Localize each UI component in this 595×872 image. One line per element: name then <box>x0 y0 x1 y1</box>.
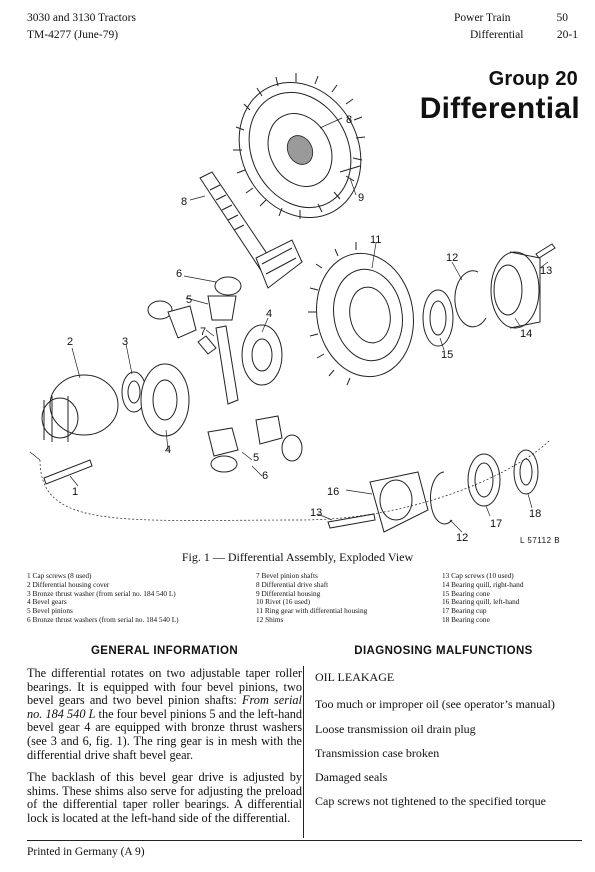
general-information-paragraph-1: The differential rotates on two adjustable taper roller bearings. It is equipped with four bevel pinions, two bevel gears and two bevel pinion shafts: From serial no. 184 540 L the four bevel pinions 5 and the left-hand bevel gear 4 are equipped with bronze thrust washers (see 3 and 6, fig. 1). The ring gear is in mesh with the differential drive shaft bevel gear. <box>27 666 302 762</box>
figure-reference: L 57112 B <box>520 536 561 545</box>
callout-13-bottom: 13 <box>310 507 323 519</box>
diagnosis-category: OIL LEAKAGE <box>315 670 395 684</box>
diagnosis-item: Transmission case broken <box>315 746 440 760</box>
callout-10: 9 <box>358 192 365 204</box>
callout-4-right: 4 <box>266 308 273 320</box>
callout-16: 16 <box>327 486 340 498</box>
thrust-washer-part <box>215 277 241 295</box>
callout-5-bottom: 5 <box>253 452 260 464</box>
legend-item: 2 Differential housing cover <box>27 579 110 589</box>
bevel-pinion-part <box>208 296 236 320</box>
callout-6-top: 6 <box>176 268 183 280</box>
bevel-pinion-part <box>168 306 196 338</box>
bevel-gear-part <box>242 325 282 385</box>
legend-column-3 <box>442 572 523 625</box>
legend-item: 13 Cap screws (10 used) <box>442 571 514 580</box>
legend-item: 9 Differential housing <box>256 588 321 598</box>
column-divider <box>303 666 304 838</box>
cap-screw-part <box>328 514 375 528</box>
legend-item: 16 Bearing quill, left-hand <box>442 597 520 607</box>
legend-item: 4 Bevel gears <box>27 597 67 607</box>
legend-item: 7 Bevel pinion shafts <box>256 571 318 580</box>
thrust-washer-part <box>211 456 237 472</box>
callout-11: 11 <box>370 234 382 246</box>
shim-part <box>431 472 452 524</box>
legend-item: 5 Bevel pinions <box>27 606 73 616</box>
thrust-washer-part <box>282 435 302 461</box>
housing-cover-part <box>42 375 118 442</box>
callout-15: 15 <box>441 349 454 361</box>
legend-item: 12 Shims <box>256 614 284 624</box>
group-label: Group 20 <box>488 68 578 90</box>
legend-item: 3 Bronze thrust washer (from serial no. 184 540 L) <box>27 588 176 598</box>
footer-text: Printed in Germany (A 9) <box>27 846 145 858</box>
bearing-cone-part <box>514 450 538 494</box>
legend-item: 18 Bearing cone <box>442 614 490 624</box>
legend-item: 10 Rivet (16 used) <box>256 597 311 607</box>
callout-12-top: 12 <box>446 252 459 264</box>
callout-5-top: 5 <box>186 294 193 306</box>
diagnosis-item: Damaged seals <box>315 770 388 784</box>
section-number: 50 <box>556 12 568 24</box>
legend-column-2 <box>256 572 367 625</box>
manual-title: 3030 and 3130 Tractors <box>27 12 136 24</box>
callout-2: 2 <box>67 336 74 348</box>
callout-4-left: 4 <box>165 444 172 456</box>
callout-7: 7 <box>200 326 207 338</box>
callout-18: 18 <box>529 508 542 520</box>
legend-item: 15 Bearing cone <box>442 588 490 598</box>
cap-screw-part <box>44 460 92 484</box>
callout-3: 3 <box>122 336 129 348</box>
legend-item: 6 Bronze thrust washers (from serial no. 184 540 L) <box>27 614 179 624</box>
legend-item: 17 Bearing cup <box>442 606 487 616</box>
general-information-paragraph-2: The backlash of this bevel gear drive is adjusted by shims. These shims also serve for adjusting the preload of the differential taper roller bearings. A differential lock is located at the left-hand side of the differential. <box>27 770 302 825</box>
exploded-view-illustration <box>0 60 595 550</box>
cap-screw-part <box>536 244 555 258</box>
callout-6-bottom: 6 <box>262 470 269 482</box>
legend-column-1 <box>27 572 179 625</box>
callout-9: 8 <box>346 114 353 126</box>
bearing-cup-part <box>468 454 500 506</box>
callout-14: 14 <box>520 328 533 340</box>
callout-17: 17 <box>490 518 503 530</box>
diagnosis-item: Loose transmission oil drain plug <box>315 722 476 736</box>
page-title: Differential <box>419 92 580 125</box>
page-number: 20-1 <box>556 29 578 41</box>
diagnosis-item: Too much or improper oil (see operator’s manual) <box>315 697 555 711</box>
section-label: Power Train <box>454 12 511 24</box>
bearing-quill-right-part <box>491 252 540 328</box>
thrust-washer-part <box>148 301 172 319</box>
callout-1: 1 <box>72 486 79 498</box>
general-information-heading: GENERAL INFORMATION <box>90 645 239 657</box>
pinion-shaft-part <box>198 336 216 354</box>
legend-item: 1 Cap screws (8 used) <box>27 571 92 580</box>
subsection-label: Differential <box>470 29 524 41</box>
pinion-shaft-part <box>216 326 238 404</box>
diagnosing-heading: DIAGNOSING MALFUNCTIONS <box>354 645 533 657</box>
bevel-gear-part <box>141 364 189 436</box>
shim-part <box>455 271 486 327</box>
footer-rule <box>27 840 582 841</box>
ring-gear-part <box>307 242 423 385</box>
bevel-pinion-part <box>256 416 282 444</box>
callout-13-top: 13 <box>540 265 553 277</box>
differential-housing-part <box>216 61 384 239</box>
callout-8: 8 <box>181 196 188 208</box>
bevel-pinion-part <box>208 428 238 456</box>
manual-code: TM-4277 (June-79) <box>27 29 119 41</box>
legend-item: 11 Ring gear with differential housing <box>256 606 368 616</box>
legend-item: 14 Bearing quill, right-hand <box>442 579 524 589</box>
callout-12-bottom: 12 <box>456 532 469 544</box>
bearing-quill-left-part <box>370 472 428 532</box>
diagnosis-item: Cap screws not tightened to the specified torque <box>315 794 546 808</box>
figure-caption: Fig. 1 — Differential Assembly, Exploded View <box>181 550 414 564</box>
bearing-cone-part <box>423 290 453 346</box>
legend-item: 8 Differential drive shaft <box>256 579 329 589</box>
